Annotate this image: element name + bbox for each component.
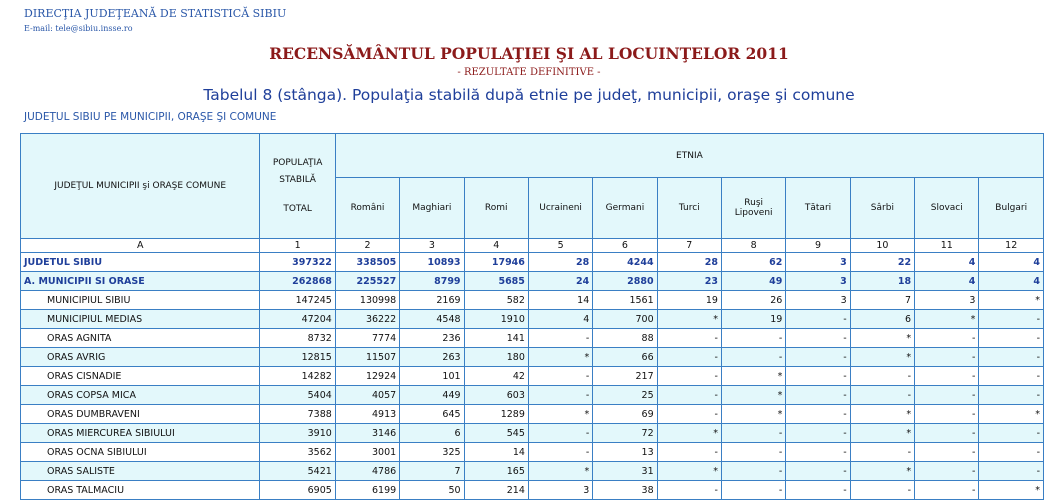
ethnicity-table bbox=[20, 133, 1044, 500]
cell-value: 50 bbox=[400, 481, 464, 500]
cell-value: - bbox=[786, 329, 850, 348]
header-ethnicity: Tătari bbox=[786, 178, 850, 239]
cell-value: 36222 bbox=[335, 310, 399, 329]
cell-value: 6 bbox=[400, 424, 464, 443]
cell-value: 24 bbox=[528, 272, 592, 291]
cell-value: 6905 bbox=[260, 481, 335, 500]
row-name: MUNICIPIUL MEDIAS bbox=[21, 310, 260, 329]
cell-value: - bbox=[786, 310, 850, 329]
cell-value: 7774 bbox=[335, 329, 399, 348]
header-ethnicity: Maghiari bbox=[400, 178, 464, 239]
table-row bbox=[21, 386, 1044, 405]
cell-value: 214 bbox=[464, 481, 528, 500]
cell-value: 338505 bbox=[335, 253, 399, 272]
cell-value: 262868 bbox=[260, 272, 335, 291]
cell-value: * bbox=[979, 291, 1044, 310]
cell-value: - bbox=[979, 443, 1044, 462]
cell-value: 5685 bbox=[464, 272, 528, 291]
table-row bbox=[21, 424, 1044, 443]
cell-value: - bbox=[721, 329, 785, 348]
cell-value: 397322 bbox=[260, 253, 335, 272]
column-number: 6 bbox=[593, 239, 657, 253]
row-name: ORAS MIERCUREA SIBIULUI bbox=[21, 424, 260, 443]
header-ethnicity: Ruşi Lipoveni bbox=[721, 178, 785, 239]
table-title: Tabelul 8 (stânga). Populaţia stabilă după etnie pe judeţ, municipii, oraşe şi comune bbox=[203, 86, 855, 104]
header-population-column bbox=[260, 134, 335, 239]
cell-value: * bbox=[979, 405, 1044, 424]
table-row bbox=[21, 367, 1044, 386]
cell-value: - bbox=[657, 348, 721, 367]
cell-value: - bbox=[721, 462, 785, 481]
cell-value: 130998 bbox=[335, 291, 399, 310]
cell-value: 3001 bbox=[335, 443, 399, 462]
header-total-label: TOTAL bbox=[283, 203, 312, 214]
cell-value: * bbox=[850, 462, 914, 481]
column-number: 4 bbox=[464, 239, 528, 253]
cell-value: 217 bbox=[593, 367, 657, 386]
document-title: RECENSĂMÂNTUL POPULAŢIEI ŞI AL LOCUINŢELOR 2011 bbox=[269, 44, 789, 63]
column-number: 10 bbox=[850, 239, 914, 253]
cell-value: 14 bbox=[464, 443, 528, 462]
cell-value: 141 bbox=[464, 329, 528, 348]
cell-value: - bbox=[657, 443, 721, 462]
cell-value: 4244 bbox=[593, 253, 657, 272]
cell-value: 225527 bbox=[335, 272, 399, 291]
row-name: MUNICIPIUL SIBIU bbox=[21, 291, 260, 310]
cell-value: 545 bbox=[464, 424, 528, 443]
cell-value: * bbox=[979, 481, 1044, 500]
table-row bbox=[21, 253, 1044, 272]
row-name: ORAS DUMBRAVENI bbox=[21, 405, 260, 424]
cell-value: - bbox=[979, 462, 1044, 481]
cell-value: * bbox=[850, 424, 914, 443]
cell-value: 4786 bbox=[335, 462, 399, 481]
cell-value: 2880 bbox=[593, 272, 657, 291]
document-subtitle: - REZULTATE DEFINITIVE - bbox=[457, 67, 601, 78]
cell-value: 47204 bbox=[260, 310, 335, 329]
cell-value: - bbox=[721, 424, 785, 443]
cell-value: * bbox=[528, 405, 592, 424]
cell-value: - bbox=[657, 386, 721, 405]
cell-value: - bbox=[915, 348, 979, 367]
row-name: ORAS AVRIG bbox=[21, 348, 260, 367]
cell-value: - bbox=[979, 329, 1044, 348]
cell-value: 13 bbox=[593, 443, 657, 462]
cell-value: 6199 bbox=[335, 481, 399, 500]
cell-value: * bbox=[657, 310, 721, 329]
column-number: 9 bbox=[786, 239, 850, 253]
cell-value: 4057 bbox=[335, 386, 399, 405]
cell-value: * bbox=[528, 348, 592, 367]
cell-value: 1289 bbox=[464, 405, 528, 424]
cell-value: - bbox=[850, 443, 914, 462]
cell-value: - bbox=[657, 367, 721, 386]
table-row bbox=[21, 348, 1044, 367]
cell-value: 1910 bbox=[464, 310, 528, 329]
table-row bbox=[21, 310, 1044, 329]
cell-value: - bbox=[915, 367, 979, 386]
cell-value: 4 bbox=[915, 272, 979, 291]
cell-value: 14 bbox=[528, 291, 592, 310]
cell-value: 19 bbox=[657, 291, 721, 310]
row-name: JUDETUL SIBIU bbox=[21, 253, 260, 272]
cell-value: - bbox=[850, 481, 914, 500]
cell-value: 17946 bbox=[464, 253, 528, 272]
column-number: 3 bbox=[400, 239, 464, 253]
cell-value: 180 bbox=[464, 348, 528, 367]
cell-value: 165 bbox=[464, 462, 528, 481]
cell-value: 7 bbox=[400, 462, 464, 481]
cell-value: 603 bbox=[464, 386, 528, 405]
column-number: A bbox=[21, 239, 260, 253]
row-name: ORAS SALISTE bbox=[21, 462, 260, 481]
row-name: ORAS TALMACIU bbox=[21, 481, 260, 500]
cell-value: - bbox=[915, 443, 979, 462]
cell-value: - bbox=[786, 443, 850, 462]
cell-value: 72 bbox=[593, 424, 657, 443]
institution-name: DIRECŢIA JUDEŢEANĂ DE STATISTICĂ SIBIU bbox=[24, 7, 287, 20]
cell-value: - bbox=[528, 329, 592, 348]
table-row bbox=[21, 272, 1044, 291]
cell-value: - bbox=[721, 348, 785, 367]
cell-value: 2169 bbox=[400, 291, 464, 310]
cell-value: 4913 bbox=[335, 405, 399, 424]
cell-value: - bbox=[786, 367, 850, 386]
cell-value: 700 bbox=[593, 310, 657, 329]
cell-value: 23 bbox=[657, 272, 721, 291]
cell-value: 28 bbox=[528, 253, 592, 272]
cell-value: * bbox=[721, 386, 785, 405]
cell-value: 12815 bbox=[260, 348, 335, 367]
column-number: 1 bbox=[260, 239, 335, 253]
table-row bbox=[21, 443, 1044, 462]
cell-value: 49 bbox=[721, 272, 785, 291]
cell-value: - bbox=[850, 367, 914, 386]
cell-value: 449 bbox=[400, 386, 464, 405]
cell-value: 3 bbox=[786, 291, 850, 310]
cell-value: 5404 bbox=[260, 386, 335, 405]
cell-value: 14282 bbox=[260, 367, 335, 386]
cell-value: - bbox=[786, 405, 850, 424]
cell-value: - bbox=[915, 424, 979, 443]
cell-value: - bbox=[979, 348, 1044, 367]
header-ethnicity: Turci bbox=[657, 178, 721, 239]
table-row bbox=[21, 462, 1044, 481]
cell-value: - bbox=[786, 462, 850, 481]
cell-value: 3910 bbox=[260, 424, 335, 443]
cell-value: - bbox=[786, 481, 850, 500]
cell-value: 3 bbox=[915, 291, 979, 310]
cell-value: - bbox=[528, 424, 592, 443]
cell-value: 236 bbox=[400, 329, 464, 348]
cell-value: 1561 bbox=[593, 291, 657, 310]
table-row bbox=[21, 291, 1044, 310]
cell-value: - bbox=[528, 386, 592, 405]
cell-value: 147245 bbox=[260, 291, 335, 310]
cell-value: 4 bbox=[528, 310, 592, 329]
cell-value: 4 bbox=[915, 253, 979, 272]
cell-value: 7 bbox=[850, 291, 914, 310]
cell-value: 3 bbox=[528, 481, 592, 500]
cell-value: 11507 bbox=[335, 348, 399, 367]
cell-value: 4548 bbox=[400, 310, 464, 329]
cell-value: 7388 bbox=[260, 405, 335, 424]
cell-value: - bbox=[528, 367, 592, 386]
header-ethnicity: Români bbox=[335, 178, 399, 239]
column-number: 5 bbox=[528, 239, 592, 253]
row-name: ORAS AGNITA bbox=[21, 329, 260, 348]
header-ethnicity: Romi bbox=[464, 178, 528, 239]
cell-value: 38 bbox=[593, 481, 657, 500]
cell-value: 28 bbox=[657, 253, 721, 272]
cell-value: 6 bbox=[850, 310, 914, 329]
cell-value: * bbox=[721, 367, 785, 386]
cell-value: - bbox=[657, 329, 721, 348]
cell-value: 62 bbox=[721, 253, 785, 272]
header-ethnicity: Slovaci bbox=[915, 178, 979, 239]
cell-value: 263 bbox=[400, 348, 464, 367]
cell-value: 3562 bbox=[260, 443, 335, 462]
cell-value: * bbox=[657, 424, 721, 443]
cell-value: 3146 bbox=[335, 424, 399, 443]
cell-value: 26 bbox=[721, 291, 785, 310]
cell-value: * bbox=[528, 462, 592, 481]
column-number: 7 bbox=[657, 239, 721, 253]
cell-value: 4 bbox=[979, 272, 1044, 291]
cell-value: - bbox=[721, 481, 785, 500]
cell-value: 69 bbox=[593, 405, 657, 424]
cell-value: 325 bbox=[400, 443, 464, 462]
cell-value: 22 bbox=[850, 253, 914, 272]
cell-value: * bbox=[721, 405, 785, 424]
row-name: ORAS CISNADIE bbox=[21, 367, 260, 386]
cell-value: - bbox=[979, 367, 1044, 386]
cell-value: 5421 bbox=[260, 462, 335, 481]
cell-value: - bbox=[786, 386, 850, 405]
cell-value: - bbox=[850, 386, 914, 405]
table-row bbox=[21, 405, 1044, 424]
header-ethnicity: Sârbi bbox=[850, 178, 914, 239]
cell-value: 18 bbox=[850, 272, 914, 291]
header-ethnicity: Germani bbox=[593, 178, 657, 239]
cell-value: - bbox=[657, 405, 721, 424]
cell-value: * bbox=[850, 405, 914, 424]
cell-value: * bbox=[850, 329, 914, 348]
row-name: ORAS OCNA SIBIULUI bbox=[21, 443, 260, 462]
contact-email: E-mail: tele@sibiu.insse.ro bbox=[24, 24, 133, 33]
table-row bbox=[21, 329, 1044, 348]
cell-value: - bbox=[915, 329, 979, 348]
cell-value: - bbox=[721, 443, 785, 462]
column-number: 8 bbox=[721, 239, 785, 253]
cell-value: - bbox=[528, 443, 592, 462]
cell-value: 66 bbox=[593, 348, 657, 367]
cell-value: * bbox=[915, 310, 979, 329]
cell-value: - bbox=[915, 481, 979, 500]
cell-value: - bbox=[657, 481, 721, 500]
cell-value: * bbox=[850, 348, 914, 367]
cell-value: * bbox=[657, 462, 721, 481]
cell-value: - bbox=[979, 310, 1044, 329]
cell-value: 10893 bbox=[400, 253, 464, 272]
cell-value: 12924 bbox=[335, 367, 399, 386]
cell-value: 8799 bbox=[400, 272, 464, 291]
cell-value: 582 bbox=[464, 291, 528, 310]
header-ethnicity: Bulgari bbox=[979, 178, 1044, 239]
cell-value: - bbox=[915, 386, 979, 405]
cell-value: - bbox=[915, 462, 979, 481]
cell-value: - bbox=[786, 348, 850, 367]
cell-value: - bbox=[979, 424, 1044, 443]
cell-value: 645 bbox=[400, 405, 464, 424]
section-heading: JUDEŢUL SIBIU PE MUNICIPII, ORAŞE ŞI COMUNE bbox=[24, 111, 277, 123]
cell-value: 31 bbox=[593, 462, 657, 481]
column-number: 11 bbox=[915, 239, 979, 253]
row-name: A. MUNICIPII SI ORASE bbox=[21, 272, 260, 291]
header-etnia: ETNIA bbox=[335, 134, 1043, 178]
cell-value: 4 bbox=[979, 253, 1044, 272]
cell-value: 8732 bbox=[260, 329, 335, 348]
column-number: 12 bbox=[979, 239, 1044, 253]
header-ethnicity: Ucraineni bbox=[528, 178, 592, 239]
cell-value: 101 bbox=[400, 367, 464, 386]
cell-value: 88 bbox=[593, 329, 657, 348]
cell-value: 3 bbox=[786, 253, 850, 272]
header-name-column: JUDEŢUL MUNICIPII şi ORAŞE COMUNE bbox=[21, 134, 260, 239]
row-name: ORAS COPSA MICA bbox=[21, 386, 260, 405]
cell-value: 3 bbox=[786, 272, 850, 291]
cell-value: 25 bbox=[593, 386, 657, 405]
cell-value: - bbox=[786, 424, 850, 443]
header-population-label: POPULAŢIA STABILĂ bbox=[272, 157, 323, 185]
table-row bbox=[21, 481, 1044, 500]
cell-value: 42 bbox=[464, 367, 528, 386]
cell-value: - bbox=[979, 386, 1044, 405]
column-number: 2 bbox=[335, 239, 399, 253]
cell-value: 19 bbox=[721, 310, 785, 329]
cell-value: - bbox=[915, 405, 979, 424]
